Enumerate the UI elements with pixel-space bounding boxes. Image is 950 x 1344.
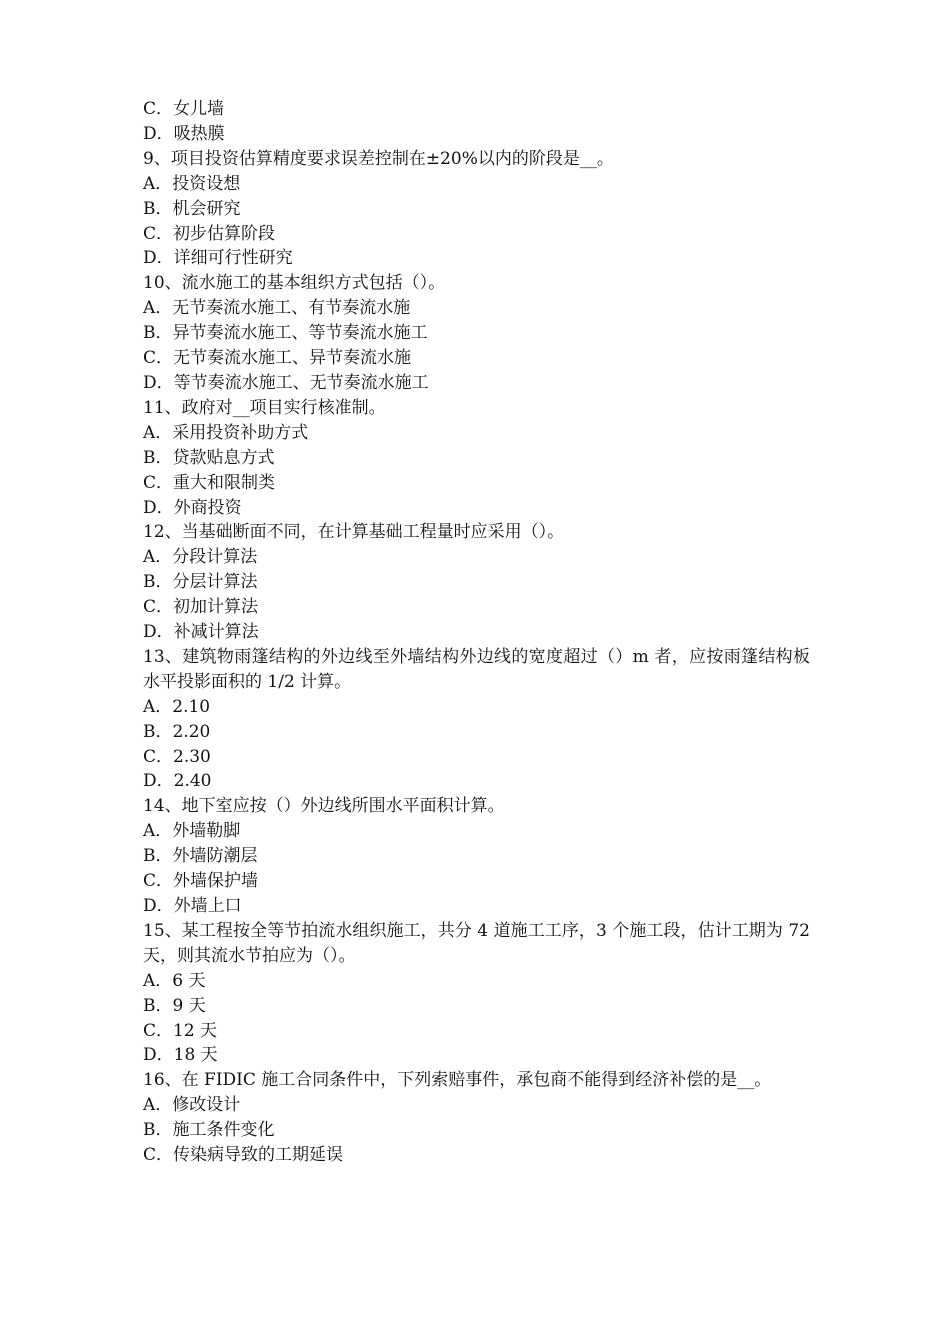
document-body — [143, 97, 816, 1168]
answer-option: D．外墙上口 — [143, 896, 242, 916]
question-text: 15、某工程按全等节拍流水组织施工，共分 4 道施工工序，3 个施工段，估计工期为 72 天，则其流水节拍应为（）。 — [143, 920, 816, 966]
answer-option: D．外商投资 — [143, 497, 242, 518]
answer-option: D．2.40 — [143, 771, 212, 792]
answer-option: C．初加计算法 — [143, 597, 259, 618]
answer-option: A．6 天 — [143, 970, 206, 991]
answer-option: D．等节奏流水施工、无节奏流水施工 — [143, 372, 429, 393]
question-text: 13、建筑物雨篷结构的外边线至外墙结构外边线的宽度超过（）m 者，应按雨篷结构板水平投影面积的 1/2 计算。 — [143, 646, 810, 692]
answer-option: A．分段计算法 — [143, 547, 258, 568]
answer-option: B．外墙防潮层 — [143, 846, 258, 867]
question-text: 12、当基础断面不同，在计算基础工程量时应采用（）。 — [143, 522, 565, 543]
answer-option: C．无节奏流水施工、异节奏流水施 — [143, 348, 412, 369]
answer-option: B．2.20 — [143, 721, 211, 742]
answer-option: C．重大和限制类 — [143, 472, 276, 493]
answer-option: A．外墙勒脚 — [143, 821, 241, 842]
answer-option: A．修改设计 — [143, 1095, 241, 1116]
answer-option: A．无节奏流水施工、有节奏流水施 — [143, 298, 411, 319]
answer-option: B．异节奏流水施工、等节奏流水施工 — [143, 323, 428, 344]
answer-option: C．2.30 — [143, 746, 211, 767]
question-text: 14、地下室应按（）外边线所围水平面积计算。 — [143, 796, 505, 817]
answer-option: A．投资设想 — [143, 173, 241, 194]
answer-option: B．贷款贴息方式 — [143, 447, 275, 468]
answer-option: C．初步估算阶段 — [143, 223, 276, 244]
answer-option: D．补减计算法 — [143, 622, 259, 643]
question-text: 16、在 FIDIC 施工合同条件中，下列索赔事件，承包商不能得到经济补偿的是__。 — [143, 1070, 772, 1091]
answer-option: C．外墙保护墙 — [143, 871, 259, 892]
answer-option: D．18 天 — [143, 1045, 218, 1066]
question-text: 10、流水施工的基本组织方式包括（）。 — [143, 273, 446, 294]
answer-option: C．传染病导致的工期延误 — [143, 1145, 344, 1166]
answer-option: B．机会研究 — [143, 198, 241, 219]
question-text: 9、项目投资估算精度要求误差控制在±20%以内的阶段是__。 — [143, 148, 614, 169]
answer-option: B．施工条件变化 — [143, 1120, 275, 1141]
answer-option: B．分层计算法 — [143, 572, 258, 593]
answer-option: D．吸热膜 — [143, 123, 225, 144]
answer-option: A．采用投资补助方式 — [143, 422, 309, 443]
answer-option: D．详细可行性研究 — [143, 248, 293, 269]
answer-option: C．女儿墙 — [143, 99, 225, 119]
answer-option: A．2.10 — [143, 696, 211, 717]
question-text: 11、政府对__项目实行核准制。 — [143, 397, 386, 418]
answer-option: B．9 天 — [143, 995, 206, 1016]
answer-option: C．12 天 — [143, 1020, 218, 1041]
